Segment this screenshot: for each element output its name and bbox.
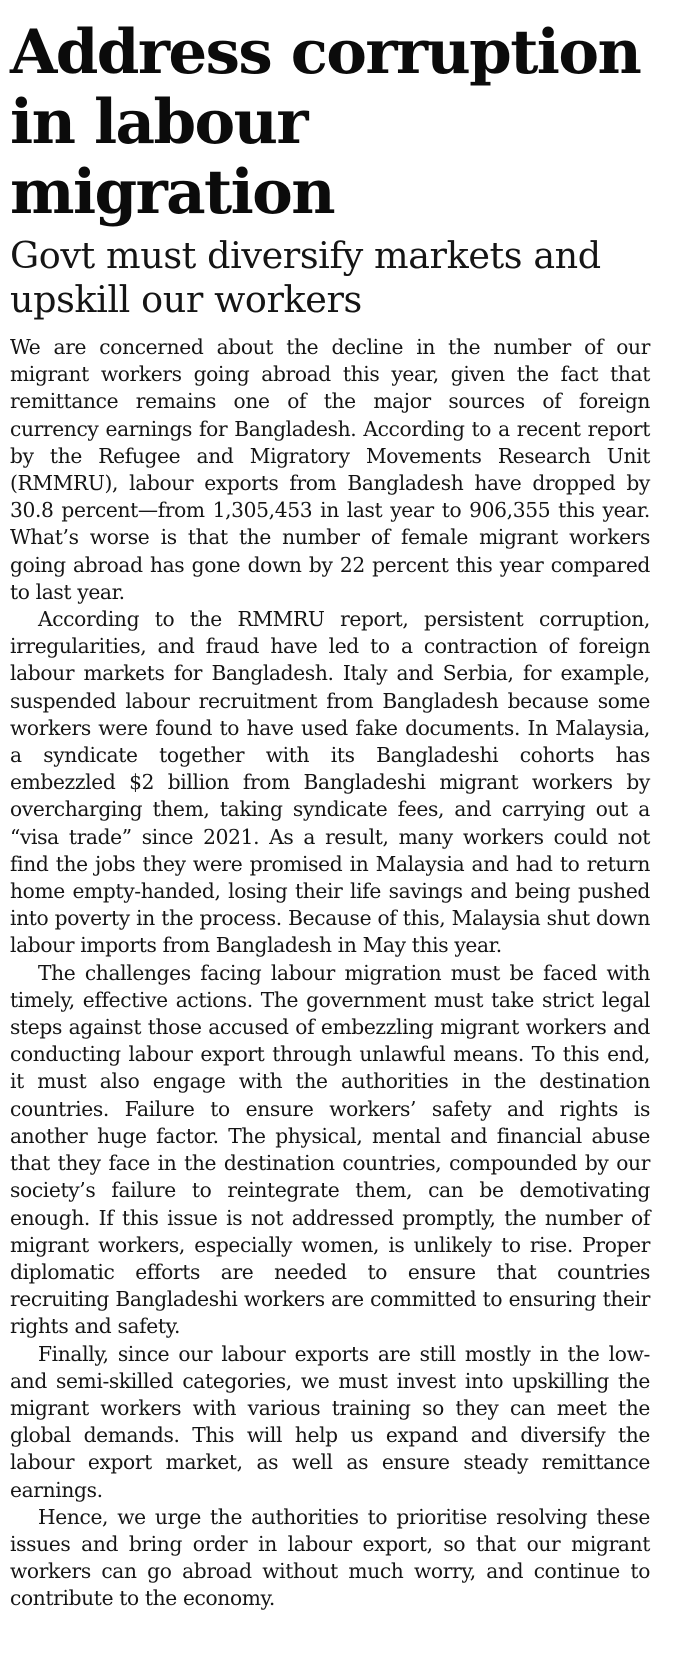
article-body	[10, 334, 650, 1613]
paragraph-5: Hence, we urge the authorities to prioritise resolving these issues and bring order in labour export, so that our migrant workers can go abroad without much worry, and continue to contribute to the economy.	[10, 1504, 650, 1611]
paragraph-1: We are concerned about the decline in the number of our migrant workers going abroad this year, given the fact that remittance remains one of the major sources of foreign currency earnings for Bangladesh. According to a recent report by the Refugee and Migratory Movements Research Unit (RMMRU), labour exports from Bangladesh have dropped by 30.8 percent—from 1,305,453 in last year to 906,355 this year. What’s worse is that the number of female migrant workers going abroad has gone down by 22 percent this year compared to last year.	[10, 335, 650, 604]
paragraph-2: According to the RMMRU report, persistent corruption, irregularities, and fraud have led to a contraction of foreign labour markets for Bangladesh. Italy and Serbia, for example, suspended labour recruitment from Bangladesh because some workers were found to have used fake documents. In Malaysia, a syndicate together with its Bangladeshi cohorts has embezzled $2 billion from Bangladeshi migrant workers by overcharging them, taking syndicate fees, and carrying out a “visa trade” since 2021. As a result, many workers could not find the jobs they were promised in Malaysia and had to return home empty-handed, losing their life savings and being pushed into poverty in the process. Because of this, Malaysia shut down labour imports from Bangladesh in May this year.	[10, 607, 650, 958]
editorial-article	[10, 18, 650, 1613]
headline: Address corruption in labour migration	[10, 17, 641, 228]
paragraph-3: The challenges facing labour migration must be faced with timely, effective actions. The government must take strict legal steps against those accused of embezzling migrant workers and conducting labour export through unlawful means. To this end, it must also engage with the authorities in the destination countries. Failure to ensure workers’ safety and rights is another huge factor. The physical, mental and financial abuse that they face in the destination countries, compounded by our society’s failure to reintegrate them, can be demotivating enough. If this issue is not addressed promptly, the number of migrant workers, especially women, is unlikely to rise. Proper diplomatic efforts are needed to ensure that countries recruiting Bangladeshi workers are committed to ensuring their rights and safety.	[10, 960, 650, 1339]
paragraph-4: Finally, since our labour exports are still mostly in the low- and semi-skilled categories, we must invest into upskilling the migrant workers with various training so they can meet the global demands. This will help us expand and diversify the labour export market, as well as ensure steady remittance earnings.	[10, 1341, 650, 1502]
subheadline: Govt must diversify markets and upskill our workers	[10, 234, 601, 321]
